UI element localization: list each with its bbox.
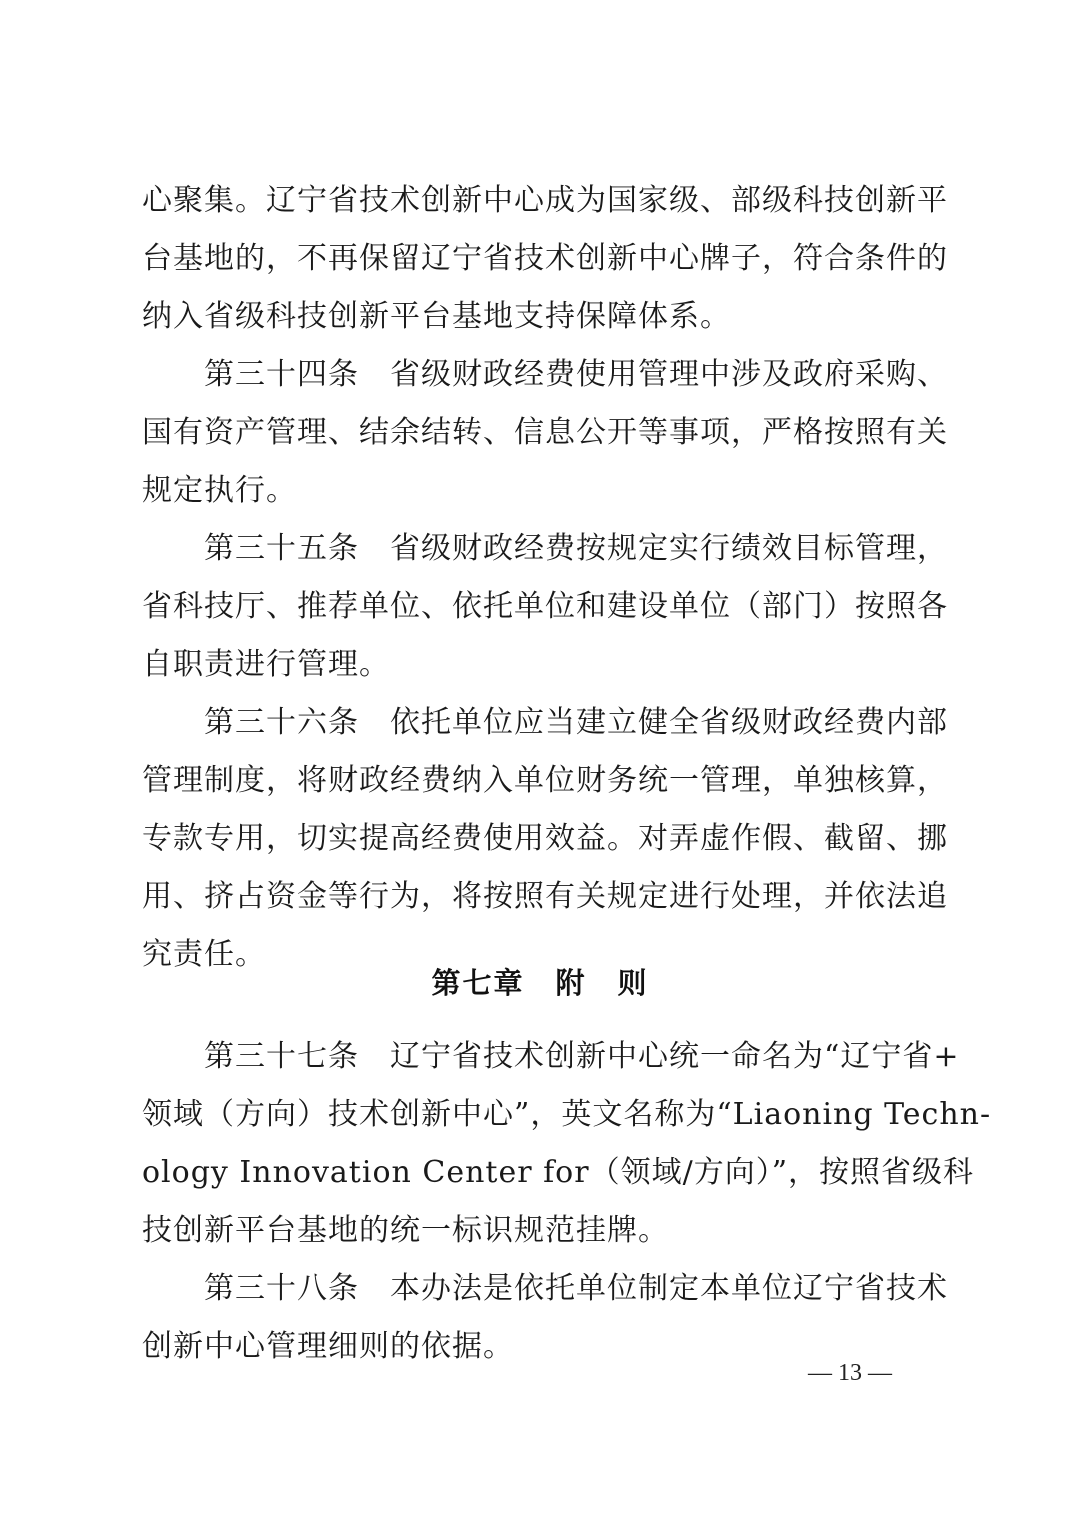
text-line: 技创新平台基地的统一标识规范挂牌。 bbox=[142, 1213, 669, 1248]
text-line: ology Innovation Center for（领域/方向）”，按照省级科 bbox=[142, 1155, 975, 1190]
text-line: 第三十六条 依托单位应当建立健全省级财政经费内部 bbox=[142, 705, 948, 740]
text-line: 专款专用，切实提高经费使用效益。对弄虚作假、截留、挪 bbox=[142, 821, 948, 856]
text-line: 国有资产管理、结余结转、信息公开等事项，严格按照有关 bbox=[142, 415, 948, 450]
document-body-chapter7 bbox=[142, 1028, 992, 1376]
article-38 bbox=[142, 1260, 948, 1376]
paragraph-continuation bbox=[142, 172, 948, 346]
text-line: 省科技厅、推荐单位、依托单位和建设单位（部门）按照各 bbox=[142, 589, 948, 624]
text-line: 规定执行。 bbox=[142, 473, 297, 508]
chapter-heading: 第七章 附 则 bbox=[431, 966, 649, 1000]
text-line: 管理制度，将财政经费纳入单位财务统一管理，单独核算， bbox=[142, 763, 948, 798]
text-line: 创新中心管理细则的依据。 bbox=[142, 1329, 514, 1364]
text-line: 第三十八条 本办法是依托单位制定本单位辽宁省技术 bbox=[142, 1271, 948, 1306]
text-line: 第三十七条 辽宁省技术创新中心统一命名为“辽宁省+ bbox=[142, 1039, 960, 1074]
article-37 bbox=[142, 1028, 992, 1260]
text-line: 纳入省级科技创新平台基地支持保障体系。 bbox=[142, 299, 731, 334]
text-line: 第三十五条 省级财政经费按规定实行绩效目标管理， bbox=[142, 531, 948, 566]
article-34 bbox=[142, 346, 948, 520]
text-line: 心聚集。辽宁省技术创新中心成为国家级、部级科技创新平 bbox=[142, 183, 948, 218]
text-line: 领域（方向）技术创新中心”，英文名称为“Liaoning Techn- bbox=[142, 1097, 992, 1132]
text-line: 究责任。 bbox=[142, 937, 266, 972]
text-line: 用、挤占资金等行为，将按照有关规定进行处理，并依法追 bbox=[142, 879, 948, 914]
text-line: 第三十四条 省级财政经费使用管理中涉及政府采购、 bbox=[142, 357, 948, 392]
text-line: 台基地的，不再保留辽宁省技术创新中心牌子，符合条件的 bbox=[142, 241, 948, 276]
page-number: — 13 — bbox=[808, 1360, 892, 1386]
article-36 bbox=[142, 694, 948, 984]
text-line: 自职责进行管理。 bbox=[142, 647, 390, 682]
article-35 bbox=[142, 520, 948, 694]
document-body bbox=[142, 172, 948, 984]
